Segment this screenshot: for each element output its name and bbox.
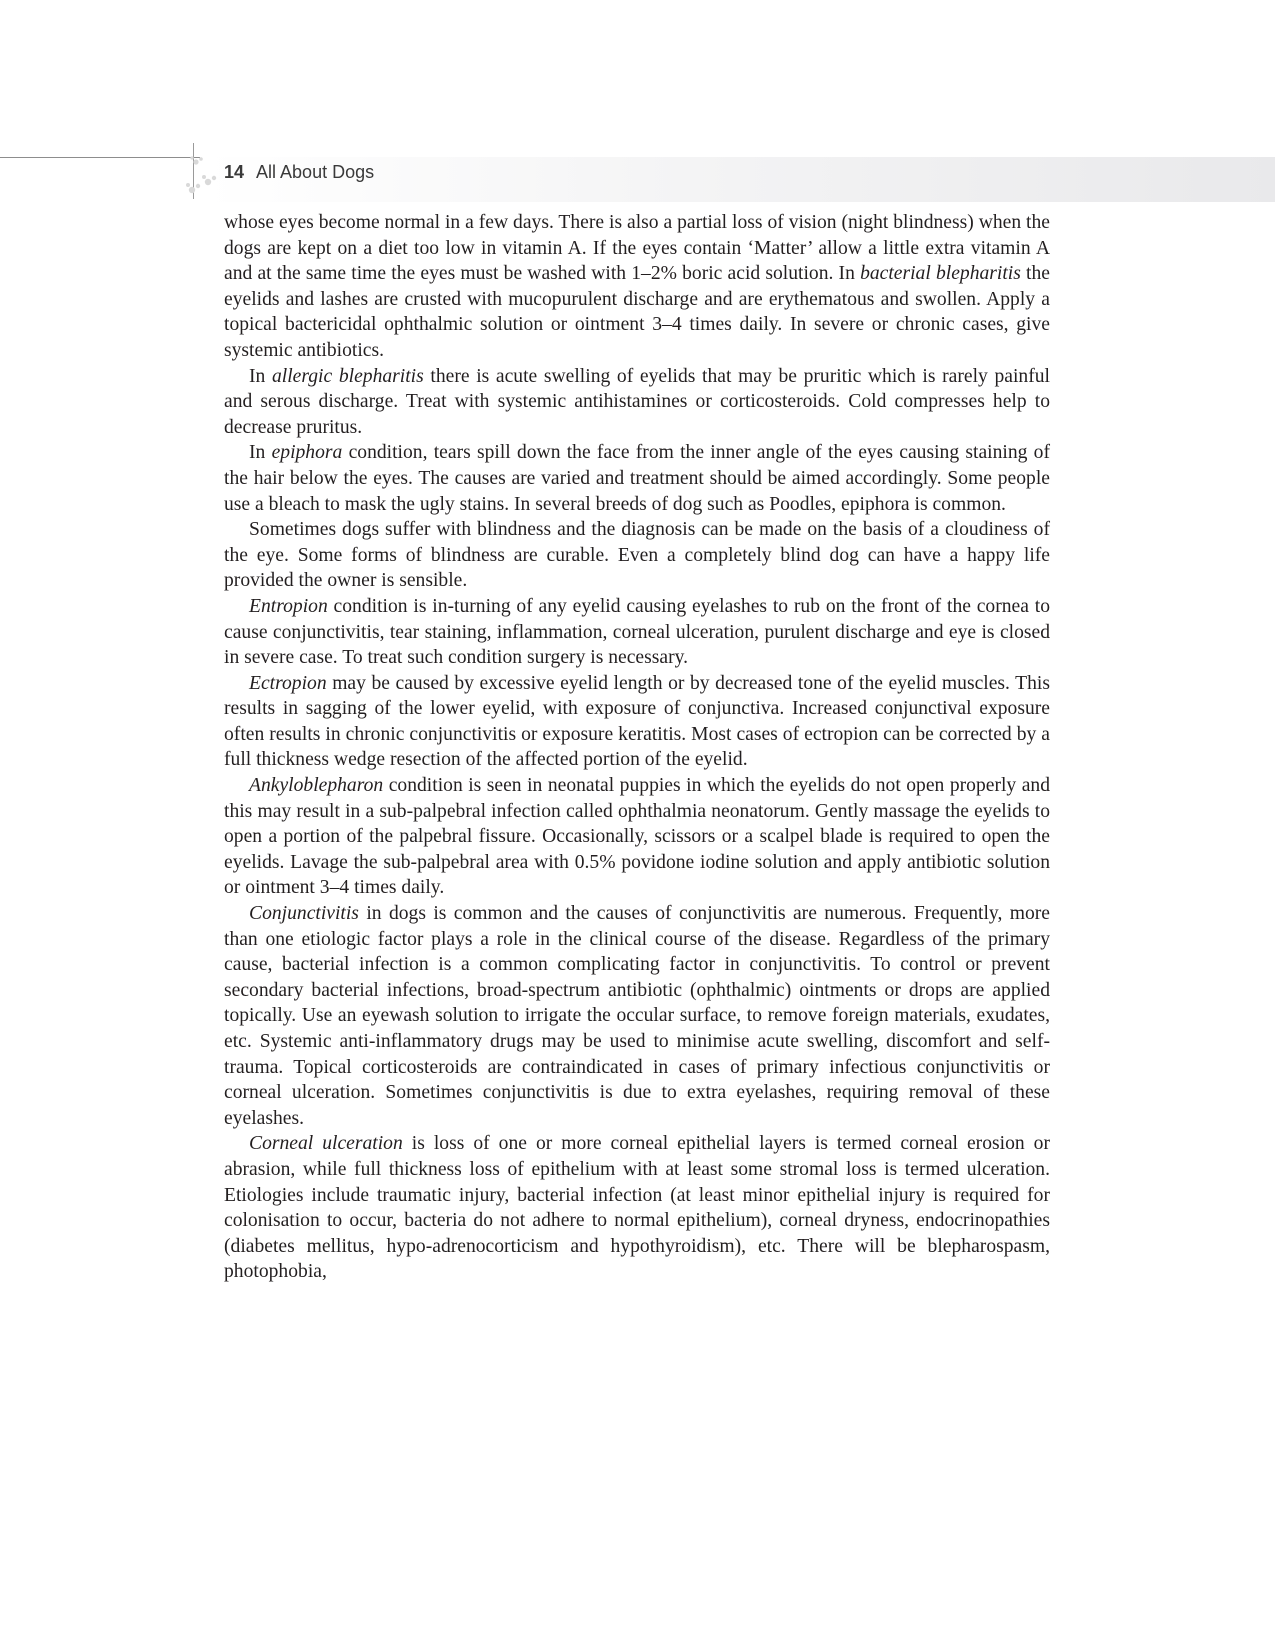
paragraph-conjunctivitis bbox=[224, 901, 1050, 1131]
paragraph-entropion bbox=[224, 594, 1050, 671]
paragraph-text: condition is in-turning of any eyelid causing eyelashes to rub on the front of the cornea to cause conjunctivitis, tear staining, inflammation, corneal ulceration, purulent discharge and eye is closed in severe case. To treat such condition surgery is necessary. bbox=[224, 595, 1050, 669]
page-number: 14 bbox=[224, 162, 245, 182]
italic-term: Entropion bbox=[249, 595, 328, 617]
paragraph-blindness bbox=[224, 517, 1050, 594]
header-rule bbox=[0, 157, 200, 158]
paragraph-lead: Sometimes dogs suffer with blindness and the diagnosis can be made on the basis of a cloudiness of the eye. Some forms of blindness are curable. Even a completely blind dog can have a happy life provided the owner is sensible. bbox=[224, 519, 1050, 592]
paragraph-text: whose eyes become normal in a few days. There is also a partial loss of vision (night blindness) when the dogs are kept on a diet too low in vitamin A. If the eyes contain ‘Matter’ allow a little extra vitamin A and at the same time the eyes must be washed with 1–2% boric acid solution. In bbox=[224, 212, 1050, 285]
paragraph-ankyloblepharon bbox=[224, 773, 1050, 901]
body-text bbox=[224, 210, 1050, 1285]
italic-term: bacterial blepharitis bbox=[860, 263, 1021, 285]
paragraph-vitamin-a bbox=[224, 210, 1050, 364]
paragraph-text: the eyelids and lashes are crusted with mucopurulent discharge and are erythematous and swollen. Apply a topical bactericidal ophthalmic solution or ointment 3–4 times daily. In severe or chronic cases, give systemic antibiotics. bbox=[224, 263, 1050, 361]
paragraph-allergic-blepharitis bbox=[224, 364, 1050, 441]
paw-print-icon bbox=[184, 150, 228, 200]
paragraph-epiphora bbox=[224, 440, 1050, 517]
paragraph-ectropion bbox=[224, 671, 1050, 773]
italic-term: epiphora bbox=[271, 442, 343, 464]
paragraph-text: in dogs is common and the causes of conjunctivitis are numerous. Frequently, more than one etiologic factor plays a role in the clinical course of the disease. Regardless of the primary cause, bacterial infection is a common complicating factor in conjunctivitis. To control or prevent secondary bacterial infections, broad-spectrum antibiotic (ophthalmic) ointments or drops are applied topically. Use an eyewash solution to irrigate the occular surface, to remove foreign materials, exudates, etc. Systemic anti-inflammatory drugs may be used to minimise acute swelling, discomfort and self-trauma. Topical corticosteroids are contraindicated in cases of primary infectious conjunctivitis or corneal ulceration. Sometimes conjunctivitis is due to extra eyelashes, requiring removal of these eyelashes. bbox=[224, 903, 1050, 1129]
paragraph-text: may be caused by excessive eyelid length or by decreased tone of the eyelid muscles. This results in sagging of the lower eyelid, with exposure of conjunctiva. Increased conjunctival exposure often results in chronic conjunctivitis or exposure keratitis. Most cases of ectropion can be corrected by a full thickness wedge resection of the affected portion of the eyelid. bbox=[224, 672, 1050, 771]
paragraph-lead: In bbox=[249, 442, 272, 464]
running-head bbox=[224, 162, 374, 183]
paragraph-text: there is acute swelling of eyelids that may be pruritic which is rarely painful and serous discharge. Treat with systemic antihistamines or corticosteroids. Cold compresses help to decrease pruritus. bbox=[224, 365, 1050, 438]
italic-term: Corneal ulceration bbox=[249, 1133, 403, 1155]
italic-term: Conjunctivitis bbox=[249, 903, 359, 925]
italic-term: Ankyloblepharon bbox=[249, 775, 384, 797]
paragraph-lead: In bbox=[249, 365, 272, 387]
paragraph-corneal-ulceration bbox=[224, 1131, 1050, 1285]
italic-term: allergic blepharitis bbox=[271, 365, 424, 387]
paragraph-text: condition, tears spill down the face from the inner angle of the eyes causing staining of the hair below the eyes. The causes are varied and treatment should be aimed accordingly. Some people use a bleach to mask the ugly stains. In several breeds of dog such as Poodles, epiphora is common. bbox=[224, 442, 1050, 515]
paragraph-text: is loss of one or more corneal epithelial layers is termed corneal erosion or abrasion, while full thickness loss of epithelium with at least some stromal loss is termed ulceration. Etiologies include traumatic injury, bacterial infection (at least minor epithelial injury is required for colonisation to occur, bacteria do not adhere to normal epithelium), corneal dryness, endocrinopathies (diabetes mellitus, hypo-adrenocorticism and hypothyroidism), etc. There will be blepharospasm, photophobia, bbox=[224, 1133, 1050, 1283]
book-title: All About Dogs bbox=[256, 162, 375, 182]
paragraph-text: condition is seen in neonatal puppies in which the eyelids do not open properly and this may result in a sub-palpebral infection called ophthalmia neonatorum. Gently massage the eyelids to open a portion of the palpebral fissure. Occasionally, scissors or a scalpel blade is required to open the eyelids. Lavage the sub-palpebral area with 0.5% povidone iodine solution and apply antibiotic solution or ointment 3–4 times daily. bbox=[224, 775, 1050, 899]
italic-term: Ectropion bbox=[249, 672, 327, 694]
